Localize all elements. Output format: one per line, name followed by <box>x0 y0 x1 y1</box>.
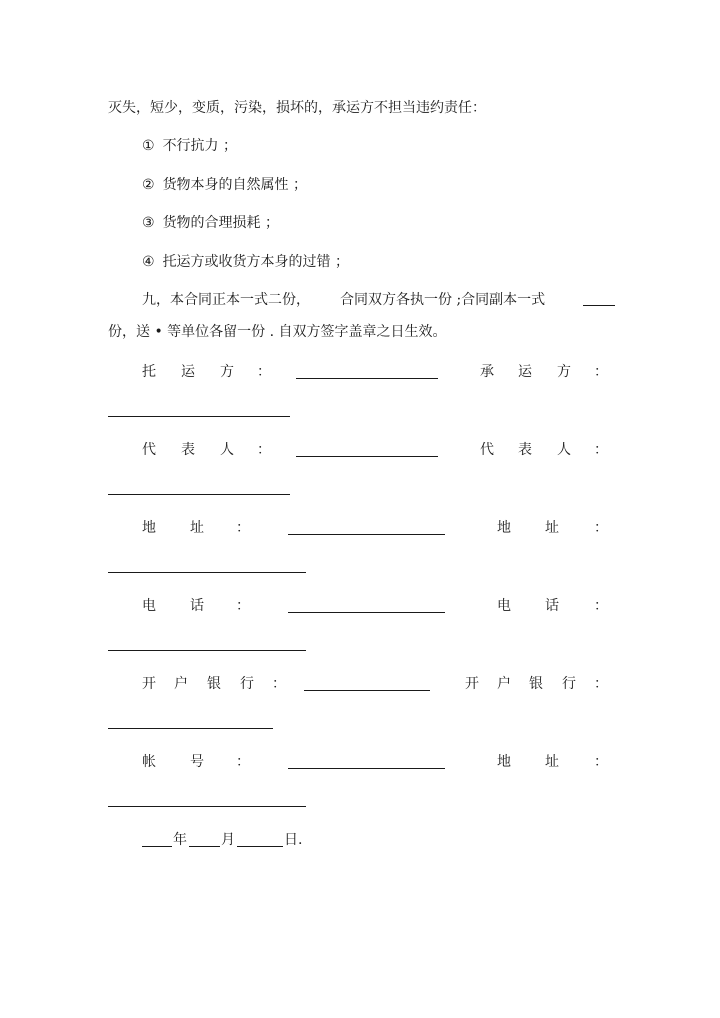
exemption-num: ② <box>142 177 155 193</box>
label-char: ： <box>272 676 286 692</box>
label-char: 址 <box>545 754 559 770</box>
label-char: 电 <box>142 598 156 614</box>
exemption-num: ④ <box>142 254 155 270</box>
label-char: 开 <box>142 676 156 692</box>
carrier-bank-blank[interactable] <box>108 728 273 729</box>
label-char: 人 <box>557 442 571 458</box>
clause-tail-text: 灭失，短少，变质，污染，损坏的，承运方不担当违约责任： <box>108 100 486 116</box>
day-blank[interactable] <box>237 846 283 847</box>
label-char: 表 <box>518 442 532 458</box>
shipper-bank-blank[interactable] <box>304 690 430 691</box>
label-char: 址 <box>545 520 559 536</box>
label-char: 电 <box>497 598 511 614</box>
exemption-text: 托运方或收货方本身的过错 ； <box>162 254 350 270</box>
exemption-num: ① <box>142 138 155 154</box>
shipper-account-blank[interactable] <box>288 768 445 769</box>
label-char: 户 <box>174 676 188 692</box>
month-label: 月 <box>221 832 235 848</box>
label-char: 开 <box>465 676 479 692</box>
label-char: 运 <box>518 364 532 380</box>
label-char: 址 <box>190 520 204 536</box>
year-label: 年 <box>173 832 187 848</box>
shipper-rep-blank[interactable] <box>296 456 438 457</box>
carrier-address2-blank[interactable] <box>108 806 306 807</box>
label-char: 银 <box>207 676 221 692</box>
clause9-line1b: 合同双方各执一份 ;合同副本一式 <box>340 292 546 308</box>
label-char: 行 <box>562 676 576 692</box>
label-char: ： <box>257 364 271 380</box>
exemption-item-2 <box>142 175 307 195</box>
label-char: 地 <box>497 520 511 536</box>
year-blank[interactable] <box>142 846 172 847</box>
label-char: ： <box>236 520 250 536</box>
label-char: 行 <box>240 676 254 692</box>
label-char: 代 <box>480 442 494 458</box>
carrier-rep-blank[interactable] <box>108 494 290 495</box>
label-char: 运 <box>181 364 195 380</box>
label-char: 表 <box>181 442 195 458</box>
shipper-phone-blank[interactable] <box>288 612 445 613</box>
label-char: 地 <box>497 754 511 770</box>
label-char: 话 <box>545 598 559 614</box>
label-char: ： <box>594 364 608 380</box>
shipper-address-blank[interactable] <box>288 534 445 535</box>
label-char: ： <box>257 442 271 458</box>
label-char: 话 <box>190 598 204 614</box>
label-char: ： <box>236 598 250 614</box>
month-blank[interactable] <box>189 846 220 847</box>
day-label: 日. <box>284 832 303 848</box>
label-char: ： <box>594 598 608 614</box>
label-char: ： <box>594 754 608 770</box>
label-char: 方 <box>220 364 234 380</box>
label-char: ： <box>236 754 250 770</box>
label-char: 承 <box>480 364 494 380</box>
exemption-item-3 <box>142 213 279 233</box>
clause9-line2: 份，送 • 等单位各留一份 . 自双方签字盖章之日生效。 <box>108 324 447 340</box>
label-char: ： <box>594 520 608 536</box>
label-char: 帐 <box>142 754 156 770</box>
exemption-text: 不行抗力 ； <box>162 138 238 154</box>
carrier-address-blank[interactable] <box>108 572 306 573</box>
label-char: ： <box>594 442 608 458</box>
label-char: 户 <box>497 676 511 692</box>
exemption-text: 货物本身的自然属性 ； <box>162 177 308 193</box>
clause9-line1a: 九，本合同正本一式二份， <box>142 292 310 308</box>
exemption-text: 货物的合理损耗 ； <box>162 215 280 231</box>
exemption-item-1 <box>142 136 237 156</box>
exemption-item-4 <box>142 252 349 272</box>
label-char: 托 <box>142 364 156 380</box>
copies-blank[interactable] <box>583 305 615 306</box>
carrier-blank[interactable] <box>108 416 290 417</box>
shipper-blank[interactable] <box>296 378 438 379</box>
exemption-num: ③ <box>142 215 155 231</box>
label-char: 号 <box>190 754 204 770</box>
label-char: 代 <box>142 442 156 458</box>
label-char: 地 <box>142 520 156 536</box>
carrier-phone-blank[interactable] <box>108 650 306 651</box>
label-char: 人 <box>220 442 234 458</box>
label-char: 银 <box>529 676 543 692</box>
label-char: 方 <box>557 364 571 380</box>
label-char: ： <box>594 676 608 692</box>
